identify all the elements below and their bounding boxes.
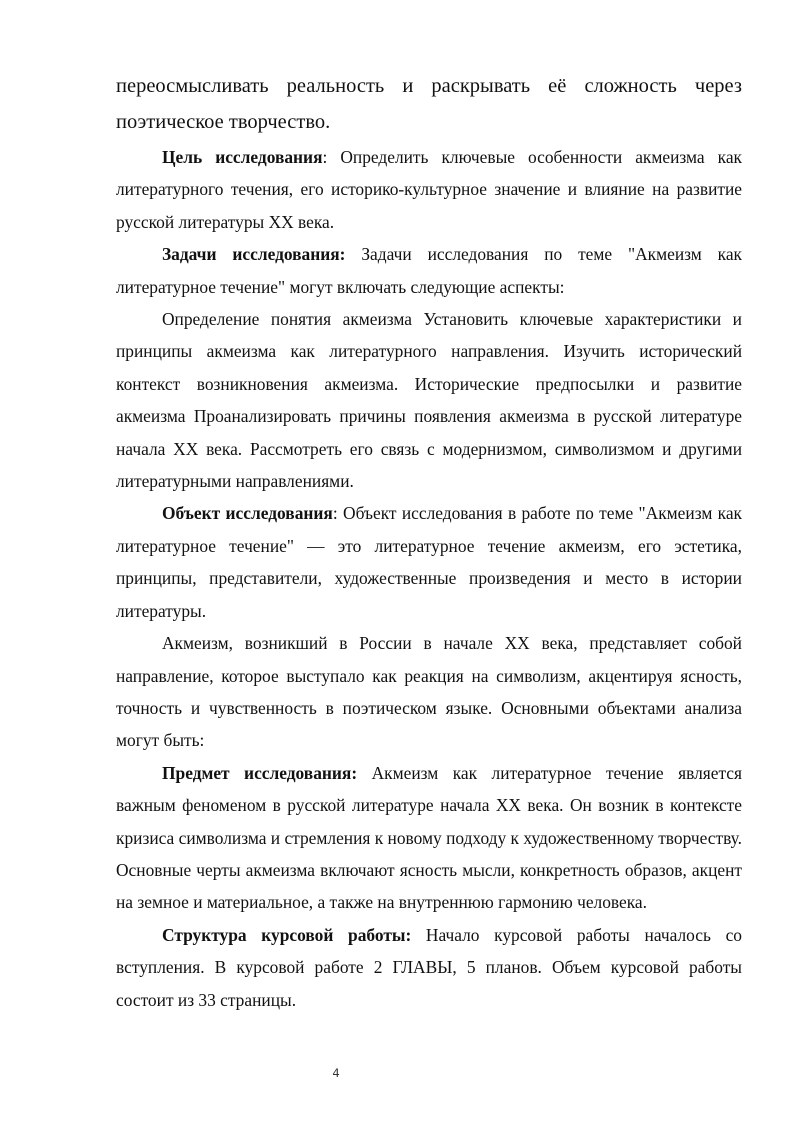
- goal-paragraph: [116, 141, 742, 238]
- tasks-detail-text: Определение понятия акмеизма Установить ключевые характеристики и принципы акмеизма как литературного направления. Изучить исторический контекст возникновения акмеизма. Исторические предпосылки и развитие акмеизма Проанализировать причины появления акмеизма в русской литературе начала XX века. Рассмотреть его связь с модернизмом, символизмом и другими литературными направлениями.: [116, 309, 742, 492]
- object-separator: :: [332, 503, 344, 524]
- goal-separator: :: [322, 147, 341, 167]
- structure-separator: [411, 925, 426, 945]
- tasks-paragraph: [116, 238, 742, 303]
- tasks-detail-paragraph: [116, 303, 742, 497]
- goal-text: Определить ключевые особенности акмеизма как литературного течения, его историко-культурное значение и влияние на развитие русской литературы XX века.: [116, 147, 742, 232]
- lead-paragraph: переосмысливать реальность и раскрывать её сложность через поэтическое творчество.: [116, 75, 742, 133]
- tasks-text: Задачи исследования по теме "Акмеизм как литературное течение" могут включать следующие аспекты:: [116, 244, 742, 297]
- page-number: 4: [332, 1066, 340, 1080]
- object-heading: Объект исследования: [162, 503, 333, 524]
- tasks-heading: Задачи исследования:: [162, 244, 346, 265]
- goal-heading: Цель исследования: [162, 147, 323, 167]
- subject-separator: [357, 763, 371, 783]
- structure-paragraph: [116, 919, 742, 1016]
- tasks-separator: [345, 244, 361, 264]
- acmeism-text: Акмеизм, возникший в России в начале XX века, представляет собой направление, которое выступало как реакция на символизм, акцентируя ясность, точность и чувственность в поэтическом языке. Основными объектами анализа могут быть:: [116, 633, 742, 751]
- object-text: Объект исследования в работе по теме "Акмеизм как литературное течение" — это литературное течение акмеизм, его эстетика, принципы, представители, художественные произведения и место в истории литературы.: [116, 503, 742, 621]
- structure-text: Начало курсовой работы началось со вступления. В курсовой работе 2 ГЛАВЫ, 5 планов. Объем курсовой работы состоит из 33 страницы.: [116, 924, 742, 1010]
- document-page: [116, 68, 742, 1016]
- subject-paragraph: [116, 757, 742, 919]
- acmeism-paragraph: [116, 627, 742, 757]
- object-paragraph: [116, 497, 742, 627]
- subject-heading: Предмет исследования:: [162, 762, 358, 783]
- structure-heading: Структура курсовой работы:: [162, 924, 412, 945]
- subject-text: Акмеизм как литературное течение является важным феноменом в русской литературе начала XX века. Он возник в контексте кризиса символизма и стремления к новому подходу к художественному творчеству. Основные черты акмеизма включают ясность мысли, конкретность образов, акцент на земное и материальное, а также на внутреннюю гармонию человека.: [116, 762, 742, 913]
